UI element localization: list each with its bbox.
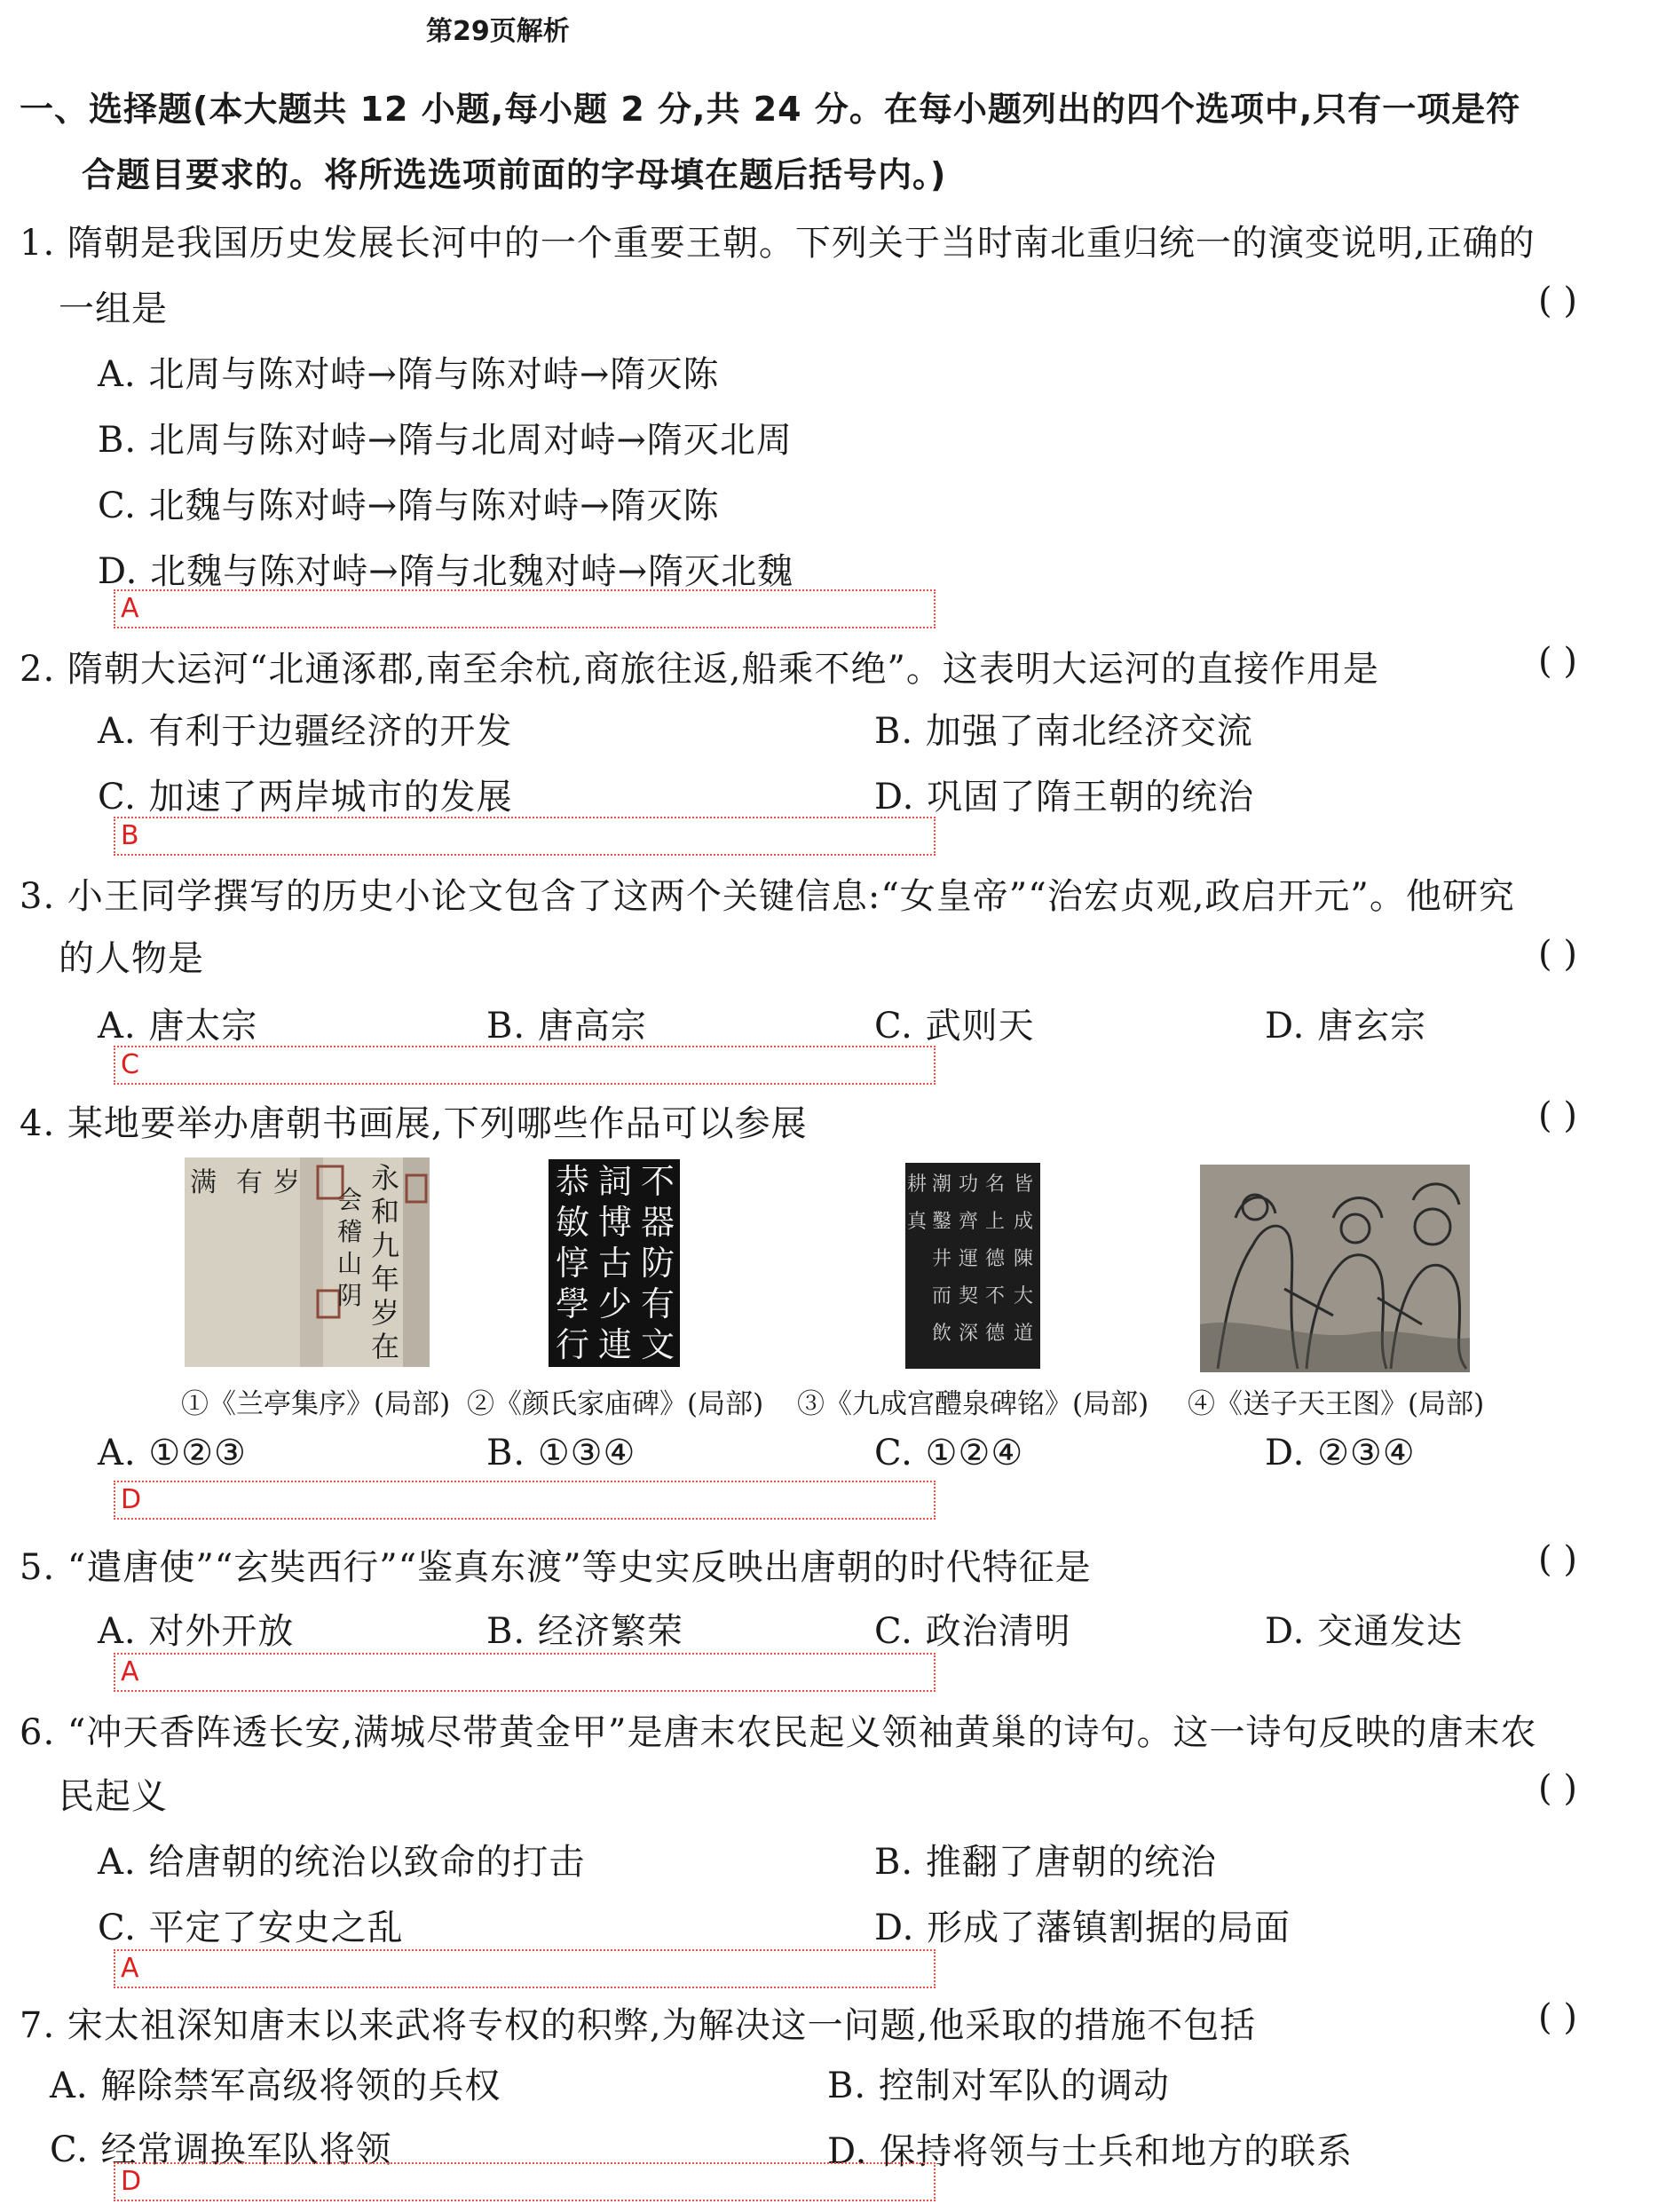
answer-blank-5: ( ) <box>1538 1539 1577 1580</box>
q1-option-c: C. 北魏与陈对峙→隋与陈对峙→隋灭陈 <box>98 486 720 526</box>
answer-blank-2: ( ) <box>1538 641 1577 682</box>
jiucheng-col-3: 功齊運契深 <box>959 1173 979 1345</box>
q5-option-a: A. 对外开放 <box>98 1611 295 1652</box>
answer-box-6 <box>114 1949 936 1988</box>
jiucheng-col-2: 名上德不德 <box>985 1173 1006 1345</box>
q2-option-b: B. 加强了南北经济交流 <box>874 711 1253 752</box>
question-7-stem: 7. 宋太祖深知唐末以来武将专权的积弊,为解决这一问题,他采取的措施不包括 <box>20 2005 1257 2046</box>
answer-3: C <box>121 1049 139 1080</box>
q6-option-c: C. 平定了安史之乱 <box>98 1908 404 1948</box>
lantingxu-col-1: 满 <box>190 1167 217 1198</box>
answer-1: A <box>121 593 139 624</box>
answer-box-7 <box>114 2162 936 2201</box>
yan-stele-col-1: 不器防有文 <box>641 1162 675 1364</box>
figure-jiucheng-stele <box>905 1163 1040 1369</box>
lantingxu-col-4: 永和九年岁在 <box>371 1161 400 1363</box>
jiucheng-col-4: 潮鑿井而飲 <box>932 1173 952 1345</box>
jiucheng-col-5: 耕真 <box>907 1173 928 1233</box>
q3-option-d: D. 唐玄宗 <box>1265 1006 1427 1047</box>
q6-option-a: A. 给唐朝的统治以致命的打击 <box>98 1842 586 1883</box>
jiucheng-col-1: 皆成陳大道 <box>1014 1173 1034 1345</box>
question-6-stem-cont: 民起义 <box>59 1776 168 1817</box>
answer-5: A <box>121 1656 139 1687</box>
answer-blank-6: ( ) <box>1538 1768 1577 1809</box>
answer-7: D <box>121 2166 142 2197</box>
q2-option-d: D. 巩固了隋王朝的统治 <box>874 777 1255 818</box>
q7-option-b: B. 控制对军队的调动 <box>827 2066 1170 2106</box>
q2-option-a: A. 有利于边疆经济的开发 <box>98 711 513 752</box>
question-1-stem: 1. 隋朝是我国历史发展长河中的一个重要王朝。下列关于当时南北重归统一的演变说明,正确的 <box>20 223 1536 264</box>
figure-caption-4: ④《送子天王图》(局部) <box>1188 1388 1485 1420</box>
answer-box-3 <box>114 1046 936 1085</box>
lantingxu-col-3: 岁 <box>273 1167 300 1198</box>
q3-option-b: B. 唐高宗 <box>486 1006 647 1047</box>
q4-option-a: A. ①②③ <box>98 1433 247 1473</box>
q5-option-c: C. 政治清明 <box>874 1611 1071 1652</box>
q1-option-d: D. 北魏与陈对峙→隋与北魏对峙→隋灭北魏 <box>98 551 794 592</box>
answer-2: B <box>121 820 139 851</box>
q6-option-b: B. 推翻了唐朝的统治 <box>874 1842 1217 1883</box>
figure-caption-1: ①《兰亭集序》(局部) <box>181 1388 451 1420</box>
answer-box-5 <box>114 1653 936 1692</box>
lantingxu-col-5: 会稽山阴 <box>337 1185 363 1310</box>
q1-option-b: B. 北周与陈对峙→隋与北周对峙→隋灭北周 <box>98 420 793 461</box>
figure-caption-2: ②《颜氏家庙碑》(局部) <box>467 1388 764 1420</box>
lantingxu-col-2: 有 <box>236 1167 263 1198</box>
q5-option-d: D. 交通发达 <box>1265 1611 1464 1652</box>
figure-songzi-tianwang <box>1200 1165 1470 1372</box>
yan-stele-col-2: 詞博古少連 <box>598 1162 633 1364</box>
q4-option-c: C. ①②④ <box>874 1433 1024 1473</box>
question-2-stem: 2. 隋朝大运河“北通涿郡,南至余杭,商旅往返,船乘不绝”。这表明大运河的直接作用是 <box>20 649 1379 690</box>
answer-4: D <box>121 1484 142 1515</box>
figure-caption-3: ③《九成宫醴泉碑铭》(局部) <box>797 1388 1149 1420</box>
q3-option-a: A. 唐太宗 <box>98 1006 258 1047</box>
section-heading-line1: 一、选择题(本大题共 12 小题,每小题 2 分,共 24 分。在每小题列出的四个选项中,只有一项是符 <box>20 90 1521 129</box>
q6-option-d: D. 形成了藩镇割据的局面 <box>874 1908 1291 1948</box>
answer-blank-3: ( ) <box>1538 934 1577 975</box>
question-3-stem-cont: 的人物是 <box>59 938 204 979</box>
answer-6: A <box>121 1953 139 1984</box>
section-heading-line2: 合题目要求的。将所选选项前面的字母填在题后括号内。) <box>82 155 947 194</box>
q4-option-b: B. ①③④ <box>486 1433 636 1473</box>
yan-stele-col-3: 恭敏惇學行 <box>556 1162 590 1364</box>
answer-box-1 <box>114 589 936 628</box>
question-3-stem: 3. 小王同学撰写的历史小论文包含了这两个关键信息:“女皇帝”“治宏贞观,政启开元”。他研究 <box>20 876 1515 917</box>
songzi-tianwang-image <box>1200 1165 1470 1372</box>
q7-option-d: D. 保持将领与士兵和地方的联系 <box>827 2131 1354 2172</box>
q5-option-b: B. 经济繁荣 <box>486 1611 683 1652</box>
question-1-stem-cont: 一组是 <box>59 288 168 329</box>
answer-box-2 <box>114 817 936 856</box>
q7-option-c: C. 经常调换军队将领 <box>50 2129 392 2170</box>
question-5-stem: 5. “遣唐使”“玄奘西行”“鉴真东渡”等史实反映出唐朝的时代特征是 <box>20 1547 1092 1588</box>
figure-yan-stele <box>549 1159 680 1367</box>
question-6-stem: 6. “冲天香阵透长安,满城尽带黄金甲”是唐末农民起义领袖黄巢的诗句。这一诗句反映的唐末农 <box>20 1712 1537 1753</box>
q7-option-a: A. 解除禁军高级将领的兵权 <box>50 2066 501 2106</box>
answer-blank-7: ( ) <box>1538 1997 1577 2038</box>
answer-blank-4: ( ) <box>1538 1095 1577 1136</box>
q4-option-d: D. ②③④ <box>1265 1433 1416 1473</box>
question-4-stem: 4. 某地要举办唐朝书画展,下列哪些作品可以参展 <box>20 1103 808 1144</box>
answer-box-4 <box>114 1481 936 1520</box>
q2-option-c: C. 加速了两岸城市的发展 <box>98 777 513 818</box>
figure-lantingxu <box>185 1157 430 1367</box>
q3-option-c: C. 武则天 <box>874 1006 1035 1047</box>
answer-blank-1: ( ) <box>1538 280 1577 321</box>
page-header: 第29页解析 <box>426 16 570 47</box>
q1-option-a: A. 北周与陈对峙→隋与陈对峙→隋灭陈 <box>98 354 720 395</box>
